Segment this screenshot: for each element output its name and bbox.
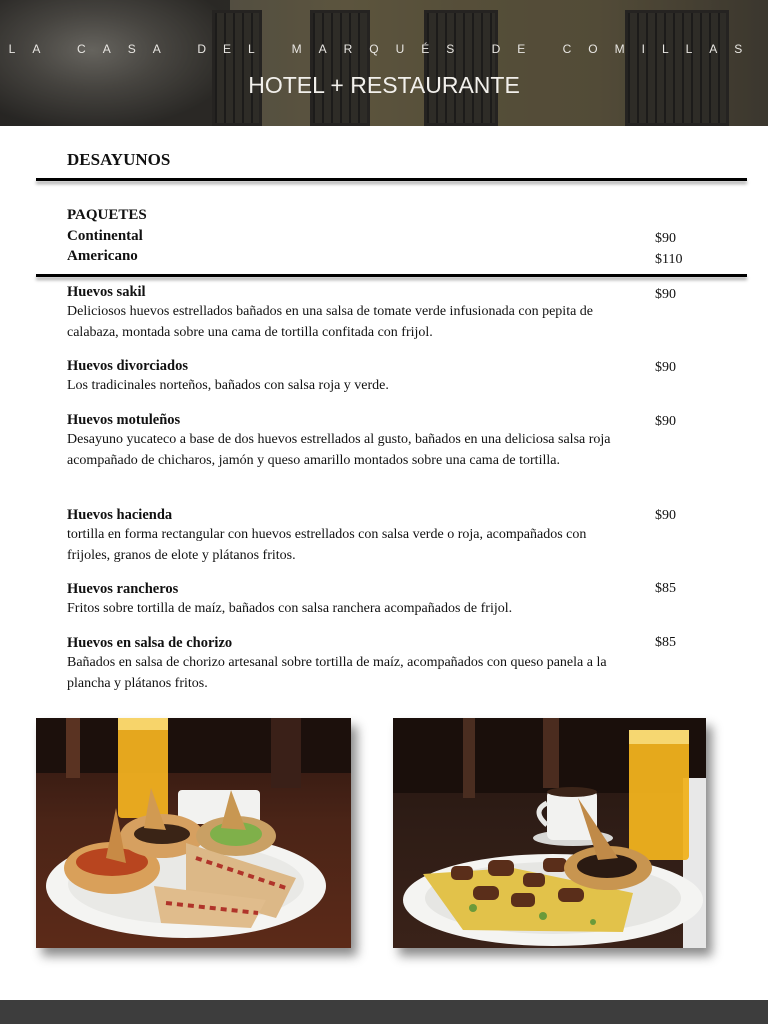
brand-subtitle: HOTEL + RESTAURANTE <box>248 72 520 98</box>
header-banner <box>0 0 768 126</box>
menu-item-name: Huevos motuleños <box>67 412 181 428</box>
menu-item-name: Huevos divorciados <box>67 358 188 374</box>
packages-title: PAQUETES <box>67 207 147 223</box>
menu-item-name: Huevos sakil <box>67 284 146 300</box>
food-photo-omelette <box>393 718 706 948</box>
menu-item-description: Desayuno yucateco a base de dos huevos estrellados al gusto, bañados en una deliciosa salsa roja acompañado de chicharos, jamón y queso amarillo montados sobre una cama de tortilla. <box>67 432 611 468</box>
package-name: Americano <box>67 248 138 264</box>
menu-item-description: Fritos sobre tortilla de maíz, bañados con salsa ranchera acompañados de frijol. <box>67 601 513 616</box>
menu-item-description: Deliciosos huevos estrellados bañados en una salsa de tomate verde infusionada con pepita de calabaza, montada sobre una cama de tortilla confitada con frijol. <box>67 304 594 340</box>
menu-item-description: Los tradicinales norteños, bañados con salsa roja y verde. <box>67 378 389 393</box>
package-price: $110 <box>655 252 683 267</box>
package-name: Continental <box>67 228 143 244</box>
menu-item <box>67 505 627 566</box>
divider <box>36 274 747 277</box>
footer-bar <box>0 1000 768 1024</box>
divider <box>36 178 747 181</box>
menu-item-name: Huevos en salsa de chorizo <box>67 635 233 651</box>
menu-item-name: Huevos hacienda <box>67 507 173 523</box>
menu-item-price: $85 <box>655 581 676 596</box>
menu-item-name: Huevos rancheros <box>67 581 179 597</box>
package-price: $90 <box>655 231 676 246</box>
menu-item-description: tortilla en forma rectangular con huevos estrellados con salsa verde o roja, acompañados con frijoles, granos de elote y plátanos fritos. <box>67 527 587 563</box>
menu-item-description: Bañados en salsa de chorizo artesanal sobre tortilla de maíz, acompañados con queso panela a la plancha y plátanos fritos. <box>67 655 607 691</box>
section-title: DESAYUNOS <box>67 150 171 169</box>
menu-item <box>67 356 627 397</box>
menu-item <box>67 633 627 694</box>
brand-name: LA CASA DEL MARQUÉS DE COMILLAS <box>8 42 760 56</box>
menu-item-price: $90 <box>655 287 676 302</box>
menu-item <box>67 410 627 471</box>
menu-item-price: $90 <box>655 414 676 429</box>
food-photo-quesadillas <box>36 718 351 948</box>
menu-item-price: $85 <box>655 635 676 650</box>
menu-item <box>67 579 627 620</box>
menu-item-price: $90 <box>655 508 676 523</box>
menu-item-price: $90 <box>655 360 676 375</box>
menu-item <box>67 282 627 343</box>
